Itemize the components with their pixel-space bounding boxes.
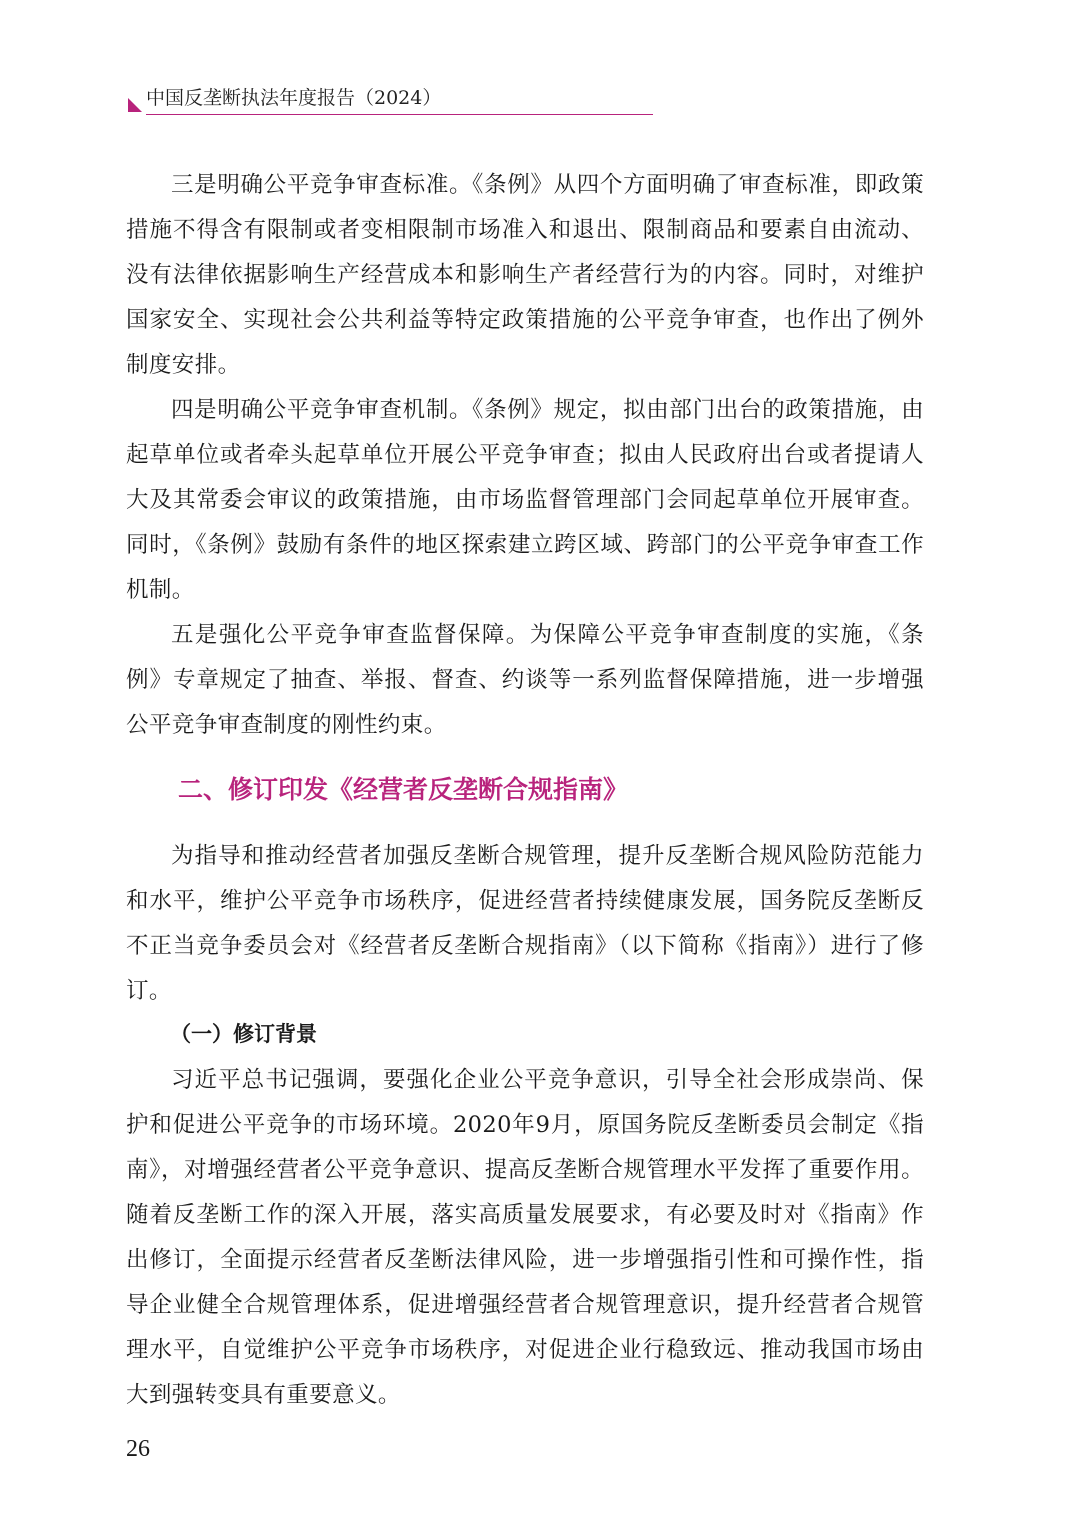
header-title: 中国反垄断执法年度报告（2024）: [146, 87, 442, 109]
header-rule: [146, 114, 653, 115]
paragraph-review-standards: 三是明确公平竞争审查标准。《条例》从四个方面明确了审查标准，即政策措施不得含有限制或者变相限制市场准入和退出、限制商品和要素自由流动、没有法律依据影响生产经营成本和影响生产者经营行为的内容。同时，对维护国家安全、实现社会公共利益等特定政策措施的公平竞争审查，也作出了例外制度安排。: [126, 172, 924, 378]
paragraph-supervision-guarantee: 五是强化公平竞争审查监督保障。为保障公平竞争审查制度的实施，《条例》专章规定了抽查、举报、督查、约谈等一系列监督保障措施，进一步增强公平竞争审查制度的刚性约束。: [126, 622, 924, 738]
sub-heading: （一）修订背景: [170, 1022, 317, 1046]
paragraph-review-mechanism: 四是明确公平竞争审查机制。《条例》规定，拟由部门出台的政策措施，由起草单位或者牵头起草单位开展公平竞争审查；拟由人民政府出台或者提请人大及其常委会审议的政策措施，由市场监督管理部门会同起草单位开展审查。同时，《条例》鼓励有条件的地区探索建立跨区域、跨部门的公平竞争审查工作机制。: [126, 397, 924, 603]
running-header: [128, 84, 653, 116]
page-number: 26: [126, 1436, 150, 1462]
paragraph-intro: 为指导和推动经营者加强反垄断合规管理，提升反垄断合规风险防范能力和水平，维护公平竞争市场秩序，促进经营者持续健康发展，国务院反垄断反不正当竞争委员会对《经营者反垄断合规指南》（以下简称《指南》）进行了修订。: [126, 843, 924, 1004]
paragraph-background: 习近平总书记强调，要强化企业公平竞争意识，引导全社会形成崇尚、保护和促进公平竞争的市场环境。2020年9月，原国务院反垄断委员会制定《指南》，对增强经营者公平竞争意识、提高反垄断合规管理水平发挥了重要作用。随着反垄断工作的深入开展，落实高质量发展要求，有必要及时对《指南》作出修订，全面提示经营者反垄断法律风险，进一步增强指引性和可操作性，指导企业健全合规管理体系，促进增强经营者合规管理意识，提升经营者合规管理水平，自觉维护公平竞争市场秩序，对促进企业行稳致远、推动我国市场由大到强转变具有重要意义。: [126, 1067, 924, 1408]
section2-background: [126, 1058, 924, 1418]
section2-intro: [126, 834, 924, 1014]
header-triangle-mark: [128, 98, 142, 112]
section1-body: [126, 163, 924, 748]
section-heading: 二、修订印发《经营者反垄断合规指南》: [178, 775, 629, 804]
